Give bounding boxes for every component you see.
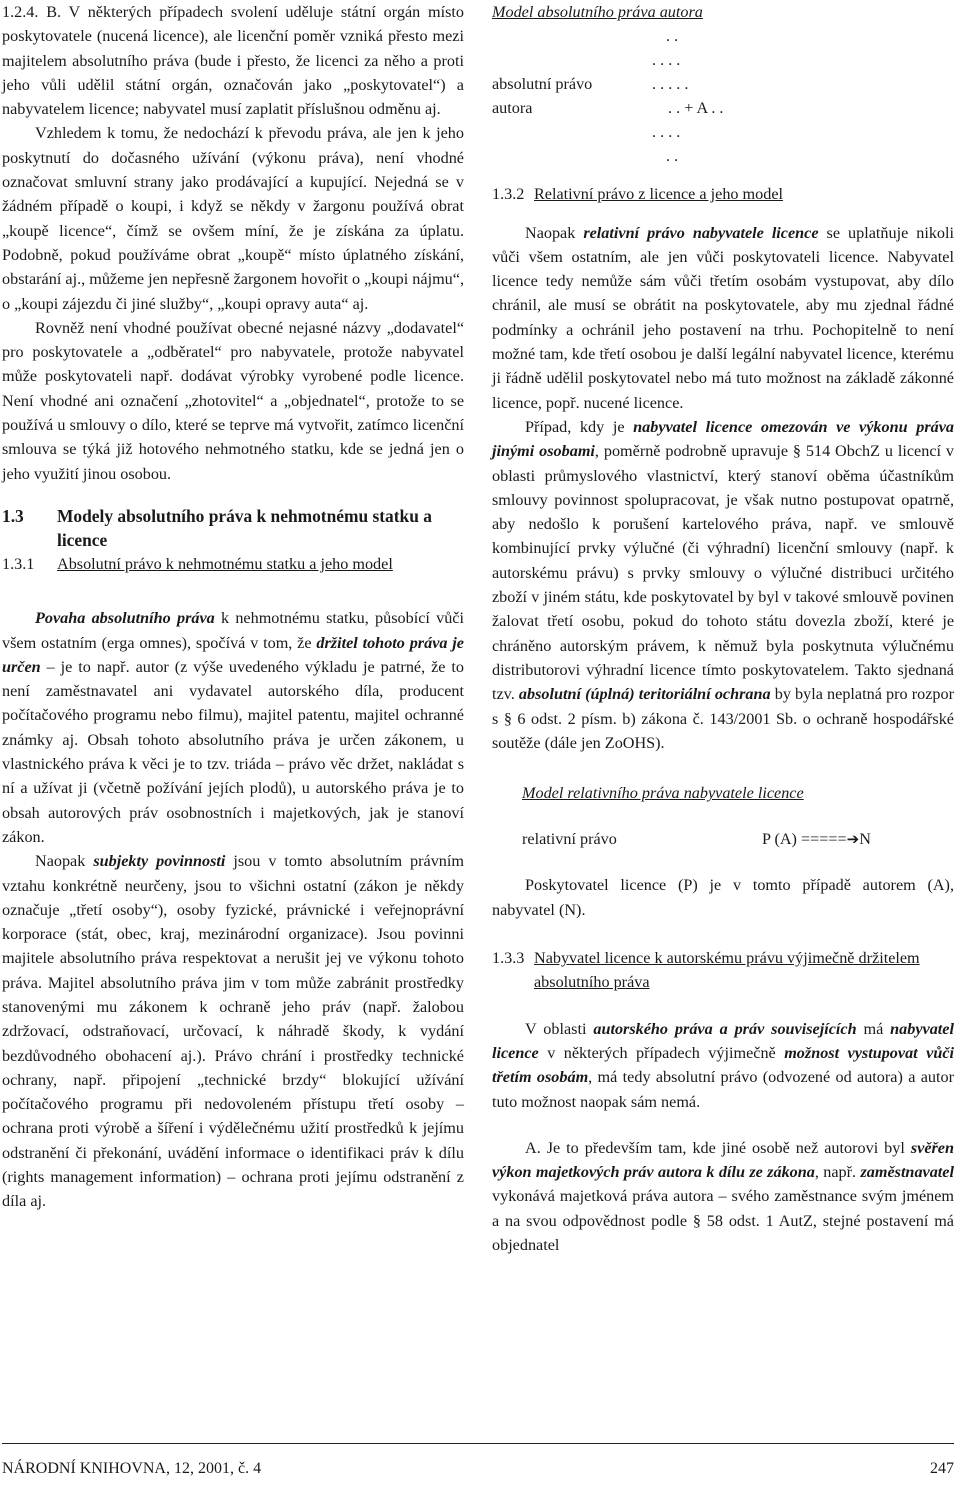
model-label-absolutni-pravo: absolutní právo <box>492 75 593 94</box>
emphasis-teritorialni: absolutní (úplná) teritoriální ochrana <box>518 685 771 704</box>
subsection-number: 1.3.1 <box>2 554 35 573</box>
model-label-autora: autora <box>492 99 533 118</box>
paragraph-omezovani-nabyvatele <box>492 415 954 755</box>
emphasis-sveren: svěřen výkon majetkových práv autora k dílu ze zákona <box>492 1138 954 1182</box>
section-heading-1-3 <box>2 504 464 552</box>
text-run: k nehmotnému statku, působící vůči všem ostatním (erga omnes), spočívá v tom, že <box>2 609 464 652</box>
subsection-title: Relativní právo z licence a jeho model <box>534 185 784 204</box>
emphasis-relativni: relativní právo nabyvatele licence <box>583 223 819 242</box>
text-run: v některých případech výjimečně <box>538 1043 785 1062</box>
subsection-title: Nabyvatel licence k autorskému právu výjimečně držitelem absolutního práva <box>534 949 920 992</box>
text-run: , poměrně podrobně upravuje § 514 ObchZ u licencí v oblasti průmyslového vlastnictví, který stanoví oběma účastníkům smlouvy povinnost spolupracovat, je však nutno postupovat opatrně, aby nedošlo k porušení kartelového práva, např. ve smlouvě kombinující prvky výlučné (či výhradní) licenční smlouvy (např. k autorskému právu) s prvky smlouvy o výlučné distribuci určitého zboží v jiném státu, kde poskytovatel by byl v takové smlouvě povinen žalovat třetí osobu, pokud do tohoto státu dovezla zboží, které je chráněno autorským právem, k němuž byla poskytnuta výlučnému distributorovi výhradní licence tímto poskytovatelem. Takto sjednaná tzv. <box>492 442 954 704</box>
model-dots: . . . . <box>652 123 681 142</box>
paragraph-nevhodne-oznaceni: Vzhledem k tomu, že nedochází k převodu práva, ale jen k jeho poskytnutí do dočasného užívání (výkonu práva), není vhodné označovat smluvní strany jako prodávající a kupující. Nejedná se v žádném případě o koupi, i když se někdy v žargonu používá obrat „koupě licence“, čímž se ovšem míní, že je získána za úplatu. Podobně, pokud používáme obrat „koupě“ místo úplatného získání, obstarání aj., můžeme jen nepřesně žargonem hovořit o „koupi nájmu“, o „koupi zájezdu či jiné služby“, „koupi opravy auta“ aj. <box>2 124 464 313</box>
right-arrow-icon: ➔ <box>846 830 860 849</box>
journal-citation: NÁRODNÍ KNIHOVNA, 12, 2001, č. 4 <box>2 1460 262 1477</box>
paragraph-subjekty-povinnosti <box>2 849 464 1213</box>
model-absolute-title: Model absolutního práva autora <box>492 3 703 21</box>
model-absolute-diagram <box>492 24 954 168</box>
model-formula-end: N <box>859 830 871 849</box>
subsection-number: 1.3.2 <box>492 185 525 204</box>
paragraph-autorske-pravo <box>492 1017 954 1114</box>
section-title: Modely absolutního práva k nehmotnému statku a licence <box>57 505 432 550</box>
model-relative-diagram <box>492 827 954 851</box>
model-dots: . . . . <box>652 51 681 70</box>
text-run: má <box>856 1019 891 1038</box>
paragraph-nucena-licence: 1.2.4. B. V některých případech svolení uděluje státní orgán místo poskytovatele (nucená licence), ale licenční poměr vzniká přesto mezi majitelem absolutního práva (bude i přesto, že licenci za něho a proti jeho vůli udělil státní orgán, označován jako „poskytovatel“) a nabyvatelem licence; nabyvatel musí zaplatit příslušnou odměnu aj. <box>2 3 464 119</box>
emphasis-subjekty: subjekty povinnosti <box>93 852 226 871</box>
text-run: , má tedy absolutní právo (odvozené od autora) a autor tuto možnost naopak sám nemá. <box>492 1068 954 1111</box>
model-label-relativni-pravo: relativní právo <box>522 830 617 849</box>
text-run: – je to např. autor (z výše uvedeného výkladu je patrné, že to není zaměstnavatel ani vydavatel autorského díla, producent počítačového programu nebo filmu), majitel patentu, majitel ochranné známky aj. Obsah tohoto absolutního práva je určen zákonem, u vlastnického práva k věci je to tzv. triáda – právo věc držet, nakládat s ní a užívat ji (včetně požívání jejích plodů), u autorského práva je to obsah autorových práv osobnostních i majetkových, jak je stanoví zákon. <box>2 657 464 846</box>
text-run: A. Je to především tam, kde jiné osobě než autorovi byl <box>525 1138 911 1157</box>
text-run: Naopak <box>35 852 94 871</box>
text-run: jsou v tomto absolutním právním vztahu konkrétně neurčeny, jsou to všichni ostatní (zákon je někdy označuje „třetí osoby“), osoby fyzické, právnické i veřejnoprávní korporace (stát, obec, kraj, mezinárodní organizace). Jsou povinni majitele absolutního práva respektovat a nerušit jej ve výkonu tohoto práva. Majitel absolutního práva jim v tom může zabránit prostředky stanovenými mu zákonem k ochraně jeho práv (např. žalobou zdržovací, odstraňovací, určovací, k náhradě škody, k vydání bezdůvodného obohacení aj.). Právo chrání i prostředky technické ochrany, např. připojení „technické brzdy“ blokující užívání počítačového programu při nedovoleném přístupu třetí osoby – ochrana proti výrobě a šíření i výdělečnému užití prostředků k jejímu odstranění či překonání, uvádění informace o identifikaci práv k dílu (rights management information) – ochrana proti jejímu odstranění z díla aj. <box>2 852 464 1211</box>
text-run: Naopak <box>525 223 584 242</box>
emphasis-povaha: Povaha absolutního práva <box>35 609 215 628</box>
left-column <box>2 0 464 1214</box>
model-formula: P (A) ===== <box>762 830 847 849</box>
paragraph-relativni-pravo <box>492 221 954 415</box>
text-run: vykonává majetková práva autora – svého zaměstnance svým jménem a na svou odpovědnost podle § 58 odst. 1 AutZ, stejné postavení má objednatel <box>492 1187 954 1254</box>
paragraph-sveren-vykon <box>492 1136 954 1257</box>
text-run: se uplatňuje nikoli vůči všem ostatním, ale jen vůči poskytovateli licence. Nabyvatel licence tedy nemůže sám vůči třetím osobám vystupovat, aby dílo chránil, ale musí se obrátit na poskytovatele, aby mu zjednal řádné podmínky a ochránil jeho postavení na trhu. Pochopitelně to není možné tam, kde třetí osobou je další legální nabyvatel licence, kterému ji řádně udělil poskytovatel nebo má tuto možnost na základě zákonné licence, popř. nucené licence. <box>492 223 955 412</box>
right-column <box>492 0 954 1257</box>
section-number: 1.3 <box>2 505 24 526</box>
page-footer <box>2 1460 954 1478</box>
text-run: by byla neplatná pro rozpor s § 6 odst. 2 písm. b) zákona č. 143/2001 Sb. o ochraně hospodářské soutěže (dále jen ZoOHS). <box>492 685 954 752</box>
subsection-title: Absolutní právo k nehmotnému statku a jeho model <box>57 554 393 573</box>
emphasis-omezovan: nabyvatel licence omezován ve výkonu práva jinými osobami <box>492 417 955 461</box>
model-dots: . . . . . <box>652 75 689 94</box>
emphasis-moznost: možnost vystupovat vůči třetím osobám <box>492 1043 954 1087</box>
model-relative-title: Model relativního práva nabyvatele licence <box>522 784 804 803</box>
model-dots-author: . . + A . . <box>668 99 724 118</box>
page-number: 247 <box>930 1460 954 1477</box>
subsection-heading-1-3-3 <box>492 946 954 995</box>
subsection-heading-1-3-1 <box>2 552 464 576</box>
paragraph-povaha-absolutniho-prava <box>2 606 464 849</box>
emphasis-nabyvatel: nabyvatel licence <box>492 1019 954 1062</box>
subsection-number: 1.3.3 <box>492 949 525 968</box>
text-run: , např. <box>814 1163 861 1182</box>
text-run: Případ, kdy je <box>525 417 634 436</box>
emphasis-zamestnavatel: zaměstnavatel <box>860 1163 954 1182</box>
model-dots: . . <box>666 27 679 46</box>
paragraph-poskytovatel-autor: Poskytovatel licence (P) je v tomto případě autorem (A), nabyvatel (N). <box>492 876 954 919</box>
footer-divider <box>2 1443 954 1444</box>
text-run: V oblasti <box>525 1019 594 1038</box>
subsection-heading-1-3-2 <box>492 182 954 206</box>
paragraph-dodavatel-odberatel: Rovněž není vhodné používat obecné nejasné názvy „dodavatel“ pro poskytovatele a „odběratel“ pro nabyvatele, protože nabyvatel může poskytovateli např. dodávat výrobky vyrobené podle licence. Není vhodné ani označení „zhotovitel“ a „objednatel“, protože to se používá u smlouvy o dílo, které se teprve má vytvořit, zatímco licenční smlouva se týká již hotového nehmotného statku, kde se jedná jen o jeho využití jinou osobou. <box>2 318 464 483</box>
emphasis-autorskeho-prava: autorského práva a práv souvisejících <box>593 1019 857 1038</box>
emphasis-drzitel: držitel tohoto práva je určen <box>2 633 464 676</box>
model-dots: . . <box>666 147 679 166</box>
